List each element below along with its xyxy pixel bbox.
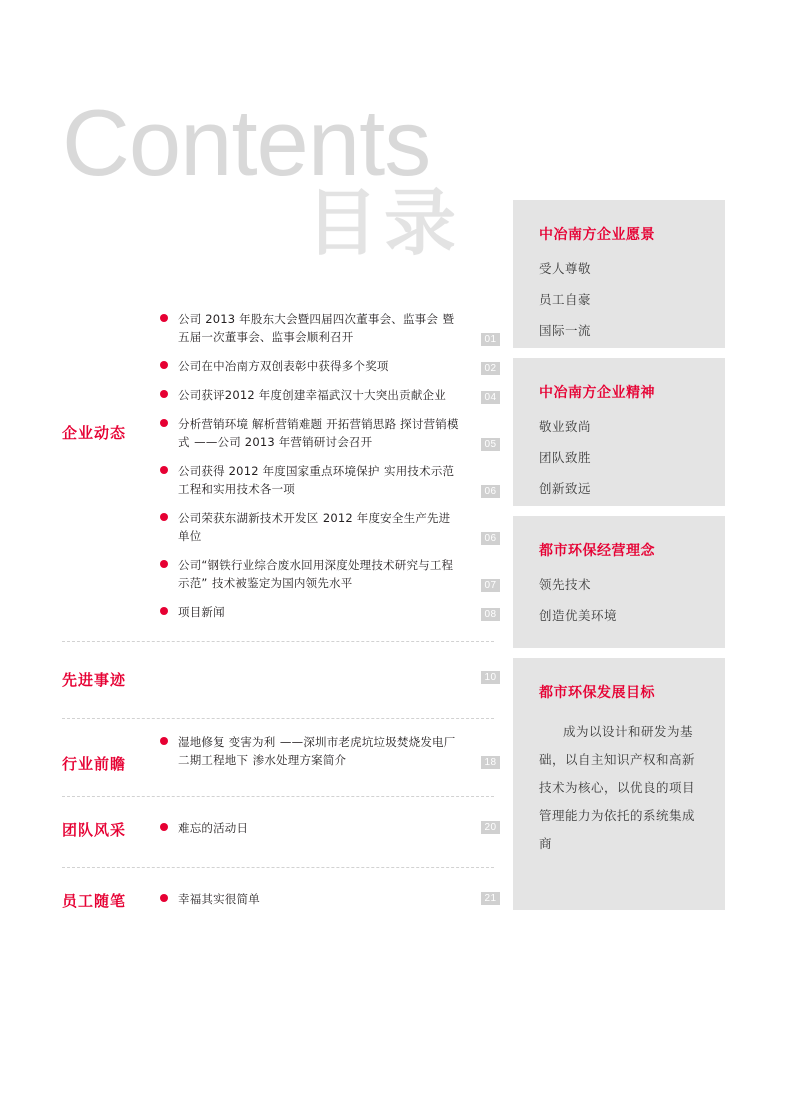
toc-entry-subtext: 2012 年度安全生产先进单位 bbox=[178, 511, 451, 543]
masthead-english-title: Contents bbox=[62, 90, 431, 195]
page-number-badge: 06 bbox=[481, 532, 500, 545]
toc-category-label[interactable]: 员工随笔 bbox=[62, 891, 127, 910]
list-item[interactable] bbox=[158, 386, 497, 404]
panel-business-philosophy bbox=[513, 516, 725, 648]
panel-corporate-vision bbox=[513, 200, 725, 348]
toc-entry-subtext: ——深圳市老虎坑垃圾焚烧发电厂二期工程地下 bbox=[178, 735, 456, 767]
page-number-badge: 10 bbox=[481, 671, 500, 684]
bullet-icon bbox=[160, 390, 168, 398]
toc-entry-subtext-2: 渗水处理方案简介 bbox=[252, 753, 347, 767]
toc-entry-list bbox=[158, 733, 497, 771]
panel-line: 敬业致尚 bbox=[539, 419, 592, 434]
toc-group-employee-essays bbox=[62, 882, 497, 916]
toc-group-advanced-deeds bbox=[62, 656, 497, 700]
page-number-badge: 04 bbox=[481, 391, 500, 404]
toc-group-industry-outlook bbox=[62, 733, 497, 778]
bullet-icon bbox=[160, 419, 168, 427]
page-number-badge: 18 bbox=[481, 756, 500, 769]
toc-entry-text: 公司获得 2012 年度国家重点环境保护 bbox=[178, 464, 380, 478]
list-item[interactable] bbox=[158, 310, 497, 346]
bullet-icon bbox=[160, 823, 168, 831]
toc-group-team-style bbox=[62, 811, 497, 845]
page-number-badge: 01 bbox=[481, 333, 500, 346]
bullet-icon bbox=[160, 560, 168, 568]
toc-entry-list bbox=[158, 669, 497, 687]
toc-entry-text: 公司在中冶南方双创表彰中获得多个奖项 bbox=[178, 359, 389, 373]
masthead bbox=[62, 90, 492, 296]
panel-line: 创新致远 bbox=[539, 481, 592, 496]
page-number-badge: 07 bbox=[481, 579, 500, 592]
bullet-icon bbox=[160, 361, 168, 369]
sidebar-panels bbox=[513, 200, 725, 920]
table-of-contents bbox=[62, 310, 497, 926]
page-number-badge: 20 bbox=[481, 821, 500, 834]
bullet-icon bbox=[160, 466, 168, 474]
toc-entry-text: 公司 2013 年股东大会暨四届四次董事会、监事会 bbox=[178, 312, 439, 326]
divider bbox=[62, 867, 494, 868]
toc-entry-text: 湿地修复 变害为利 bbox=[178, 735, 276, 749]
divider bbox=[62, 718, 494, 719]
toc-entry-text: 幸福其实很简单 bbox=[178, 892, 260, 906]
toc-category-label[interactable]: 行业前瞻 bbox=[62, 755, 127, 773]
toc-entry-subtext: ——公司 2013 年营销研讨会召开 bbox=[194, 435, 373, 449]
bullet-icon bbox=[160, 314, 168, 322]
panel-line: 团队致胜 bbox=[539, 450, 592, 465]
panel-line: 领先技术 bbox=[539, 577, 592, 592]
toc-entry-subtext: 实用技术示范工程和实用技术各一项 bbox=[178, 464, 455, 496]
divider bbox=[62, 796, 494, 797]
panel-line: 创造优美环境 bbox=[539, 608, 618, 623]
page-number-badge: 06 bbox=[481, 485, 500, 498]
page-number-badge: 05 bbox=[481, 438, 500, 451]
toc-entry-list bbox=[158, 310, 497, 627]
toc-category-label[interactable]: 企业动态 bbox=[62, 424, 127, 442]
panel-line: 员工自豪 bbox=[539, 292, 592, 307]
list-item[interactable] bbox=[158, 462, 497, 498]
toc-entry-subtext: 暨五届一次董事会、监事会顺利召开 bbox=[178, 312, 455, 344]
toc-entry-text: 公司荣获东湖新技术开发区 bbox=[178, 511, 319, 525]
bullet-icon bbox=[160, 513, 168, 521]
toc-entry-text: 难忘的活动日 bbox=[178, 821, 249, 835]
panel-line: 受人尊敬 bbox=[539, 261, 592, 276]
bullet-icon bbox=[160, 607, 168, 615]
list-item[interactable] bbox=[158, 509, 497, 545]
page-number-badge: 21 bbox=[481, 892, 500, 905]
list-item[interactable] bbox=[158, 556, 497, 592]
divider bbox=[62, 641, 494, 642]
bullet-icon bbox=[160, 894, 168, 902]
list-item[interactable] bbox=[158, 733, 497, 769]
page-number-badge: 08 bbox=[481, 608, 500, 621]
panel-development-goal bbox=[513, 658, 725, 910]
toc-entry-text: 公司“钢铁行业综合废水回用深度处理技术研究与工程示范” bbox=[178, 558, 454, 590]
panel-title: 都市环保发展目标 bbox=[539, 685, 655, 701]
toc-entry-list bbox=[158, 890, 497, 908]
masthead-chinese-title: 目录 bbox=[305, 181, 462, 265]
panel-title: 都市环保经营理念 bbox=[539, 543, 655, 559]
page-number-badge: 02 bbox=[481, 362, 500, 375]
toc-entry-text: 公司获评2012 年度创建幸福武汉十大突出贡献企业 bbox=[178, 388, 446, 402]
toc-entry-subtext: 技术被鉴定为国内领先水平 bbox=[212, 576, 353, 590]
toc-category-label[interactable]: 团队风采 bbox=[62, 820, 127, 839]
toc-entry-text: 分析营销环境 解析营销难题 开拓营销思路 探讨营销模式 bbox=[178, 417, 459, 449]
panel-paragraph: 成为以设计和研发为基础，以自主知识产权和高新技术为核心，以优良的项目管理能力为依托的系统集成商 bbox=[539, 724, 696, 851]
panel-line: 国际一流 bbox=[539, 323, 592, 338]
toc-category-label[interactable]: 先进事迹 bbox=[62, 670, 127, 689]
list-item[interactable] bbox=[158, 819, 497, 837]
list-item[interactable] bbox=[158, 603, 497, 621]
panel-title: 中冶南方企业愿景 bbox=[539, 227, 655, 243]
toc-entry-text: 项目新闻 bbox=[178, 605, 225, 619]
toc-entry-list bbox=[158, 819, 497, 837]
panel-title: 中冶南方企业精神 bbox=[539, 385, 655, 401]
bullet-icon bbox=[160, 737, 168, 745]
list-item[interactable] bbox=[158, 415, 497, 451]
panel-corporate-spirit bbox=[513, 358, 725, 506]
list-item[interactable] bbox=[158, 357, 497, 375]
toc-group-corporate-news bbox=[62, 310, 497, 631]
list-item[interactable] bbox=[158, 890, 497, 908]
list-item[interactable] bbox=[158, 669, 497, 683]
